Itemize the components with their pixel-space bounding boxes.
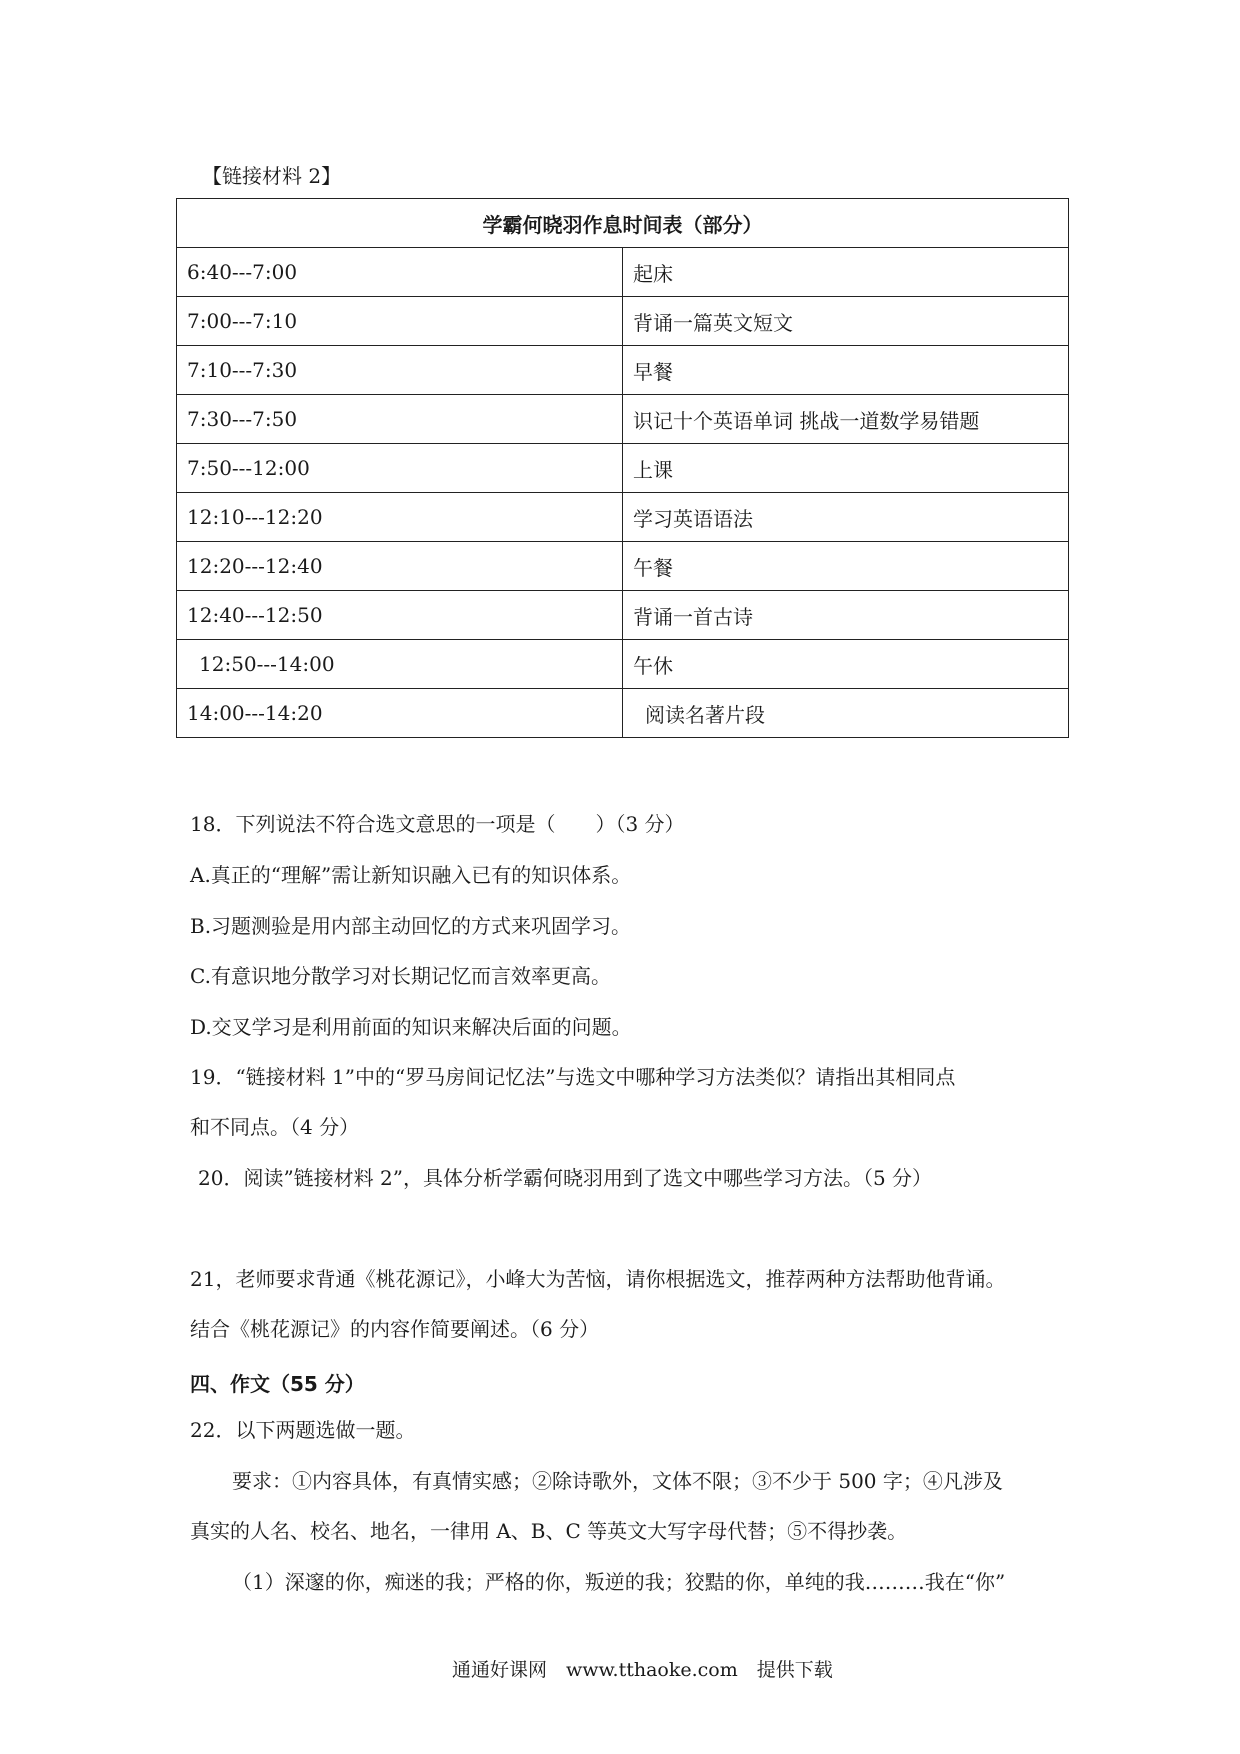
q19-line2: 和不同点。（4 分） xyxy=(190,1115,360,1139)
time-cell: 12:50---14:00 xyxy=(177,640,623,689)
q22-requirements-line1: 要求：①内容具体，有真情实感；②除诗歌外，文体不限；③不少于 500 字；④凡涉及 xyxy=(232,1469,1003,1493)
schedule-table xyxy=(176,198,1069,738)
time-cell: 7:00---7:10 xyxy=(177,297,623,346)
q21-line1: 21，老师要求背通《桃花源记》，小峰大为苦恼，请你根据选文，推荐两种方法帮助他背诵。 xyxy=(190,1267,1006,1291)
activity-cell: 学习英语语法 xyxy=(623,493,1069,542)
table-row xyxy=(177,493,1069,542)
section-label: 【链接材料 2】 xyxy=(202,164,342,188)
q18-stem: 18．下列说法不符合选文意思的一项是（ ）（3 分） xyxy=(190,812,685,836)
time-cell: 7:30---7:50 xyxy=(177,395,623,444)
table-row xyxy=(177,591,1069,640)
footer-credit: 通通好课网 www.tthaoke.com 提供下载 xyxy=(452,1659,833,1681)
table-row xyxy=(177,297,1069,346)
activity-cell: 起床 xyxy=(623,248,1069,297)
q18-option-c: C.有意识地分散学习对长期记忆而言效率更高。 xyxy=(190,964,611,988)
time-cell: 7:10---7:30 xyxy=(177,346,623,395)
time-cell: 12:20---12:40 xyxy=(177,542,623,591)
activity-cell: 背诵一篇英文短文 xyxy=(623,297,1069,346)
table-row xyxy=(177,248,1069,297)
activity-cell: 午休 xyxy=(623,640,1069,689)
section-heading-composition: 四、作文（55 分） xyxy=(190,1372,365,1396)
table-title: 学霸何晓羽作息时间表（部分） xyxy=(177,199,1069,248)
table-row xyxy=(177,346,1069,395)
time-cell: 14:00---14:20 xyxy=(177,689,623,738)
q21-line2: 结合《桃花源记》的内容作简要阐述。（6 分） xyxy=(190,1317,600,1341)
activity-cell: 上课 xyxy=(623,444,1069,493)
q19-line1: 19．“链接材料 1”中的“罗马房间记忆法”与选文中哪种学习方法类似？请指出其相同点 xyxy=(190,1065,956,1089)
activity-cell: 背诵一首古诗 xyxy=(623,591,1069,640)
q18-option-b: B.习题测验是用内部主动回忆的方式来巩固学习。 xyxy=(190,914,632,938)
q22-option1: （1）深邃的你，痴迷的我；严格的你，叛逆的我；狡黠的你，单纯的我………我在“你” xyxy=(232,1570,1006,1594)
q18-option-d: D.交叉学习是利用前面的知识来解决后面的问题。 xyxy=(190,1015,632,1039)
q20: 20．阅读”链接材料 2”，具体分析学霸何晓羽用到了选文中哪些学习方法。（5 分） xyxy=(198,1166,933,1190)
activity-cell: 午餐 xyxy=(623,542,1069,591)
table-header-row xyxy=(177,199,1069,248)
table-row xyxy=(177,542,1069,591)
activity-cell: 早餐 xyxy=(623,346,1069,395)
time-cell: 12:10---12:20 xyxy=(177,493,623,542)
q18-option-a: A.真正的“理解”需让新知识融入已有的知识体系。 xyxy=(190,863,632,887)
time-cell: 7:50---12:00 xyxy=(177,444,623,493)
table-row xyxy=(177,640,1069,689)
q22-requirements-line2: 真实的人名、校名、地名，一律用 A、B、C 等英文大写字母代替；⑤不得抄袭。 xyxy=(190,1519,908,1543)
table-row xyxy=(177,689,1069,738)
q22-stem: 22．以下两题选做一题。 xyxy=(190,1418,416,1442)
time-cell: 12:40---12:50 xyxy=(177,591,623,640)
activity-cell: 识记十个英语单词 挑战一道数学易错题 xyxy=(623,395,1069,444)
table-body xyxy=(177,248,1069,738)
table-row xyxy=(177,395,1069,444)
table-row xyxy=(177,444,1069,493)
time-cell: 6:40---7:00 xyxy=(177,248,623,297)
activity-cell: 阅读名著片段 xyxy=(623,689,1069,738)
